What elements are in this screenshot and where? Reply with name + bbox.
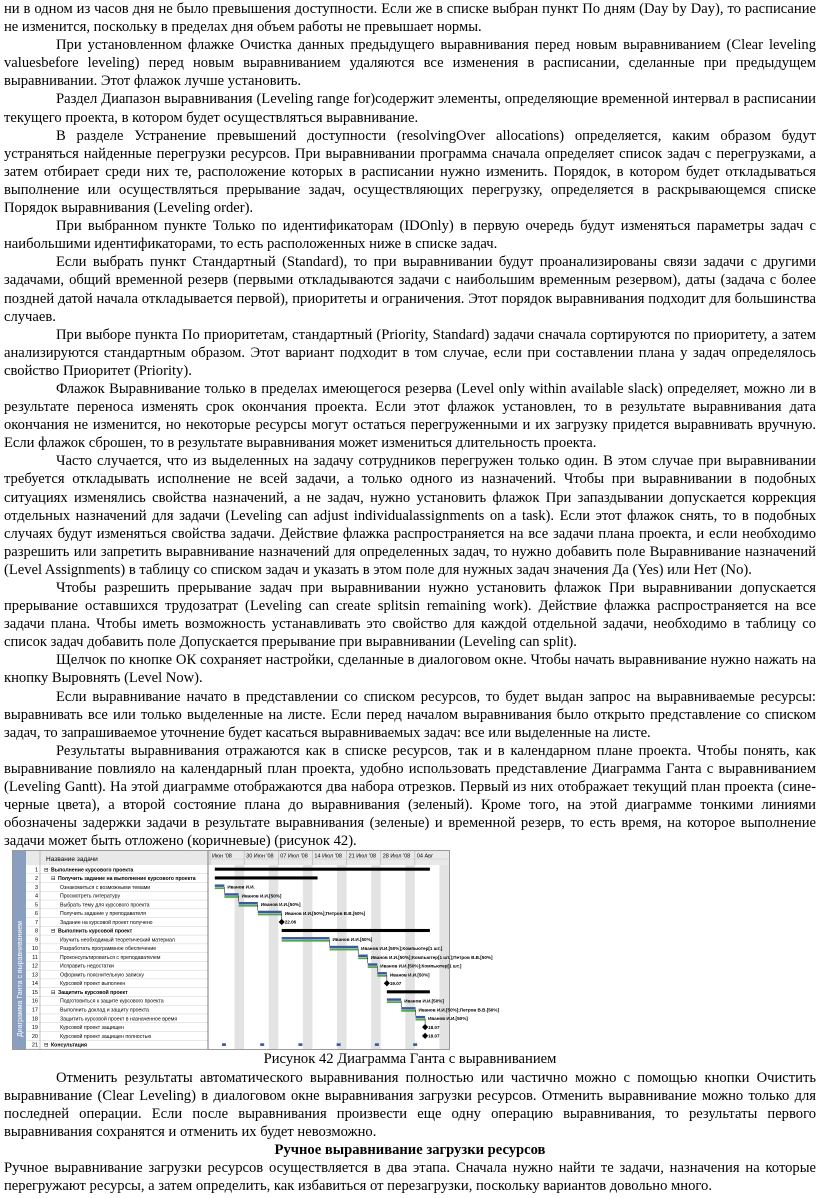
row-id: 15 — [31, 990, 38, 997]
task-name: Проконсультироваться с преподавателем — [60, 955, 161, 962]
preleveled-bar — [358, 958, 368, 960]
task-name: Выполнить курсовой проект — [58, 929, 133, 936]
paragraph: Отменить результаты автоматического выравнивания полностью или частично можно с помощью кнопки Очистить выравнивание (Clear Leveling) в диалоговом окне выравнивания загрузки ресурсов. Отменить выравнивание можно только для последней операции. Если после выравнивания произвести еще одну операцию выравнивания, то результаты первого выравнивания сохранятся и отменить их будет невозможно. — [4, 1069, 816, 1140]
task-bar — [282, 937, 330, 939]
consultation-bar — [222, 1044, 226, 1047]
column-header-name: Название задачи — [46, 856, 98, 864]
task-bar — [215, 885, 225, 887]
summary-bar — [282, 929, 430, 932]
paragraph: Результаты выравнивания отражаются как в списке ресурсов, так и в календарном плане проекта. Чтобы понять, как выравнивание повлияло на календарный план проекта, удобно использовать представление Диаграмма Ганта с выравниванием (Leveling Gantt). На этой диаграмме отображаются два набора отрезков. Первый из них отображает текущий план проекта (сине-черные цвета), а второй состояние плана до выравнивания (зеленый). Кроме того, на этой диаграмме тонкими линиями обозначены задержки задачи в результате выравнивания (зеленые) и временной резерв, то есть время, на которое выполнение задачи может быть отложено (коричневые) (рисунок 42). — [4, 742, 816, 850]
text-block-after-figure — [4, 1069, 816, 1141]
preleveled-bar — [377, 975, 387, 977]
row-id: 11 — [32, 955, 38, 962]
task-bar — [368, 964, 378, 966]
row-id: 19 — [31, 1025, 38, 1032]
row-id: 12 — [31, 964, 38, 971]
preleveled-bar — [387, 1002, 401, 1004]
week-label: Июн '08 — [212, 853, 232, 860]
bar-label: 22.06 — [284, 920, 297, 926]
paragraph: Если выравнивание начато в представлении со списком ресурсов, то будет выдан запрос на выравниваемые ресурсы: выравнивать все или только выделенные на листе. Если перед началом выравнивания было открыто представление со списком задач, то запрашиваемое уточнение будет касаться выравниваемых задач: все или выделенные на листе. — [4, 688, 816, 741]
row-id: 20 — [31, 1034, 38, 1041]
preleveled-bar — [239, 905, 258, 907]
task-name: Просмотреть литературу — [60, 894, 121, 901]
bar-label: Иванов И.И.[50%] — [241, 893, 282, 899]
collapse-icon: ⊟ — [51, 990, 56, 997]
weekend-shade — [337, 865, 347, 1049]
consultation-bar — [375, 1044, 379, 1047]
summary-bar — [387, 991, 430, 994]
task-bar — [330, 946, 359, 948]
row-id: 21 — [31, 1042, 38, 1049]
consultation-bar — [337, 1044, 341, 1047]
paragraph: При установленном флажке Очистка данных предыдущего выравнивания перед новым выравниванием (Clear leveling valuesbefore leveling) перед новым выравниванием удаляются все изменения в расписании, сделанные при предыдущем выравнивании. Этот флажок лучше установить. — [4, 37, 816, 90]
task-bar — [358, 955, 368, 957]
task-bar — [377, 972, 387, 974]
paragraph: Раздел Диапазон выравнивания (Leveling range for)содержит элементы, определяющие временной интервал в расписании текущего проекта, в котором будет осуществляться выравнивание. — [4, 91, 816, 126]
task-name: Выбрать тему для курсового проекта — [60, 902, 150, 909]
row-id: 4 — [34, 894, 38, 901]
week-label: 14 Июл '08 — [314, 853, 342, 860]
paragraph: При выбранном пункте Только по идентификаторам (IDOnly) в первую очередь будут изменяться параметры задач с наибольшими идентификаторами, то есть расположенных ниже в списке задач. — [4, 218, 816, 253]
paragraph: Флажок Выравнивание только в пределах имеющегося резерва (Level only within available slack) определяет, можно ли в результате переноса изменять срок окончания проекта. Если этот флажок установлен, то в результате выравнивания дата окончания не изменится, но некоторые ресурсы могут остаться перегруженными и их загрузку придется выравнивать вручную. Если флажок сброшен, то в результате выравнивания может измениться длительность проекта. — [4, 380, 816, 452]
weekend-shade — [303, 865, 313, 1049]
leveling-gantt-chart — [13, 851, 499, 1049]
bar-label: 19.07 — [389, 981, 402, 987]
section-heading: Ручное выравнивание загрузки ресурсов — [274, 1141, 546, 1158]
bar-label: Иванов И.И.[50%] — [404, 998, 444, 1004]
task-name: Изучить необходимый теоретический материал — [60, 937, 175, 944]
preleveled-bar — [401, 1010, 415, 1012]
preleveled-bar — [368, 967, 378, 969]
row-id: 14 — [31, 981, 38, 988]
paragraph: Ручное выравнивание загрузки ресурсов осуществляется в два этапа. Сначала нужно найти те задачи, назначения на которые перегружают ресурсы, а затем определить, как избавиться от перезагрузки, поскольку вариантов довольно много. — [4, 1159, 816, 1195]
task-bar — [258, 911, 282, 913]
row-id: 13 — [31, 972, 38, 979]
row-id: 7 — [34, 920, 38, 927]
bar-label: 18.07 — [428, 1034, 440, 1040]
summary-bar — [215, 868, 430, 871]
row-id: 3 — [34, 885, 38, 892]
bar-label: 18.07 — [428, 1025, 440, 1031]
task-name: Курсовой проект выполнен — [60, 981, 126, 988]
row-id: 10 — [31, 946, 38, 953]
paragraph: Часто случается, что из выделенных на задачу сотрудников перегружен только один. В этом случае при выравнивании требуется откладывать исполнение не всей задачи, а только одного из назначений. Чтобы при выравнивании в подобных ситуациях изменялись свойства назначений, а не задач, нужно установить флажок При запаздывании допускается коррекция отдельных назначений для задачи (Leveling can adjust individualassignments on a task). Если этот флажок снять, то в подобных случаях будут изменяться свойства задачи. Действие флажка распространяется на все задачи плана проекта, и если необходимо разрешить или запретить выравнивание назначений для определенных задач, то нужно добавить поле Выравнивание назначений (Level Assignments) в таблицу со списком задач и указать в этом поле для нужных задач значения Да (Yes) или Нет (No). — [4, 453, 816, 578]
task-name: Защитить курсовой проект — [58, 990, 128, 997]
task-bar — [239, 902, 258, 904]
task-name: Разработать программное обеспечение — [60, 946, 157, 953]
text-block-final — [4, 1159, 816, 1195]
row-id: 17 — [31, 1007, 38, 1014]
preleveled-bar — [224, 897, 238, 899]
task-name: Защитить курсовой проект в назначенное время — [60, 1016, 178, 1023]
task-name: Получить задание у преподавателя — [60, 911, 146, 918]
gantt-figure — [12, 850, 499, 1050]
preleveled-bar — [282, 940, 330, 942]
bar-label: Иванов И.И.[50%] — [389, 972, 430, 978]
paragraph: При выборе пункта По приоритетам, стандартный (Priority, Standard) задачи сначала сортируются по приоритету, а затем анализируются стандартным образом. Этот вариант подходит в том случае, если при составлении плана у задач определялось свойство Приоритет (Priority). — [4, 326, 816, 379]
bar-label: Иванов И.И.[50%] — [428, 1016, 468, 1022]
paragraph: Если выбрать пункт Стандартный (Standard), то при выравнивании будут проанализированы связи задачи с другими задачами, общий временной резерв (первыми откладываются задачи с наибольшим временным резервом), даты (задача с более поздней датой начала откладывается первой), приоритеты и ограничения. Этот порядок выравнивания подходит для большинства случаев. — [4, 254, 816, 325]
task-name: Оформить пояснительную записку — [60, 972, 144, 979]
bar-label: Иванов И.И.[50%];Компьютер[1 шт.] — [380, 963, 462, 969]
consultation-bar — [260, 1044, 264, 1047]
task-name: Подготовиться к защите курсового проекта — [60, 999, 164, 1006]
task-bar — [224, 894, 238, 896]
collapse-icon: ⊟ — [51, 929, 56, 936]
bar-label: Иванов И.И.[50%];Петров В.В.[50%] — [284, 911, 366, 917]
task-name: Курсовой проект защищен — [60, 1025, 124, 1032]
paragraph: Щелчок по кнопке ОК сохраняет настройки, сделанные в диалоговом окне. Чтобы начать выравнивание нужно нажать на кнопку Выровнять (Level Now). — [4, 652, 816, 687]
paragraph: В разделе Устранение превышений доступности (resolvingOver allocations) определяется, каким образом будут устраняться найденные перегрузки ресурсов. При выравнивании программа сначала определяет список задач с перегрузками, а затем отбирает среди них те, расположение которых в расписании нужно изменить. Порядок, в котором будет откладываться выполнение или осуществляться прерывание задач, осуществляющих перегрузку, определяется в раскрывающемся списке Порядок выравнивания (Leveling order). — [4, 127, 816, 217]
document-page — [4, 0, 816, 1195]
view-bar-label: Диаграмма Ганта с выравниванием — [17, 921, 24, 1038]
task-name: Задание на курсовой проект получено — [60, 920, 153, 927]
row-id: 1 — [34, 867, 38, 874]
task-name: Выполнить доклад и защиту проекта — [60, 1007, 149, 1014]
row-id: 2 — [34, 876, 38, 883]
bar-label: Иванов И.И.[50%] — [332, 937, 373, 943]
task-bar — [401, 1008, 415, 1010]
paragraph: ни в одном из часов дня не было превышения доступности. Если же в списке выбран пункт По дням (Day by Day), то расписание не изменится, поскольку в пределах дня объем работы не превышает нормы. — [4, 1, 816, 36]
preleveled-bar — [330, 949, 359, 951]
task-name: Исправить недостатки — [60, 964, 114, 971]
task-name: Курсовой проект защищен полностью — [60, 1034, 152, 1041]
preleveled-bar — [258, 914, 282, 916]
paragraph: Чтобы разрешить прерывание задач при выравнивании нужно установить флажок При выравнивании допускается прерывание оставшихся трудозатрат (Leveling can create splitsin remaining work). Действие флажка распространяется на все задачи плана. Чтобы иметь возможность устанавливать это свойство для каждой отдельной задачи, необходимо в таблицу со список задач добавить поле Допускается прерывание при выравнивании (Leveling can split). — [4, 580, 816, 651]
week-label: 04 Авг — [416, 853, 434, 860]
week-label: 21 Июл '08 — [348, 853, 377, 860]
figure-caption: Рисунок 42 Диаграмма Ганта с выравниванием — [263, 1051, 557, 1068]
collapse-icon: ⊟ — [44, 867, 49, 874]
task-name: Консультация — [51, 1042, 88, 1049]
consultation-bar — [298, 1044, 302, 1047]
task-name: Ознакомиться с возможными темами — [60, 885, 151, 892]
task-name: Выполнение курсового проекта — [51, 867, 134, 874]
bar-label: Иванов И.И.[50%];Петров В.В.[50%] — [418, 1007, 499, 1013]
row-id: 5 — [34, 902, 38, 909]
consultation-bar — [413, 1044, 417, 1047]
row-id: 6 — [34, 911, 38, 918]
row-id: 18 — [31, 1016, 38, 1023]
week-label: 30 Июн '08 — [246, 853, 274, 860]
bar-label: Иванов И.И.[50%] — [260, 902, 301, 908]
collapse-icon: ⊟ — [44, 1042, 49, 1049]
collapse-icon: ⊟ — [51, 876, 56, 883]
task-bar — [387, 999, 401, 1001]
week-label: 07 Июл '08 — [280, 853, 308, 860]
row-id: 8 — [34, 929, 38, 936]
task-bar — [416, 1016, 426, 1018]
summary-bar — [215, 877, 318, 880]
bar-label: Иванов И.И.[50%];Компьютер[1 шт.] — [361, 946, 443, 952]
bar-label: Иванов И.И.[50%];Компьютер[1 шт.];Петров В.В.[50%] — [370, 955, 493, 961]
row-id: 16 — [31, 999, 38, 1006]
text-block-before-figure — [4, 0, 816, 850]
preleveled-bar — [416, 1019, 426, 1021]
bar-label: Иванов И.И. — [227, 885, 255, 891]
task-name: Получить задание на выполнение курсового проекта — [58, 876, 196, 883]
preleveled-bar — [215, 888, 225, 890]
week-label: 28 Июл '08 — [382, 853, 411, 860]
row-id: 9 — [34, 937, 38, 944]
